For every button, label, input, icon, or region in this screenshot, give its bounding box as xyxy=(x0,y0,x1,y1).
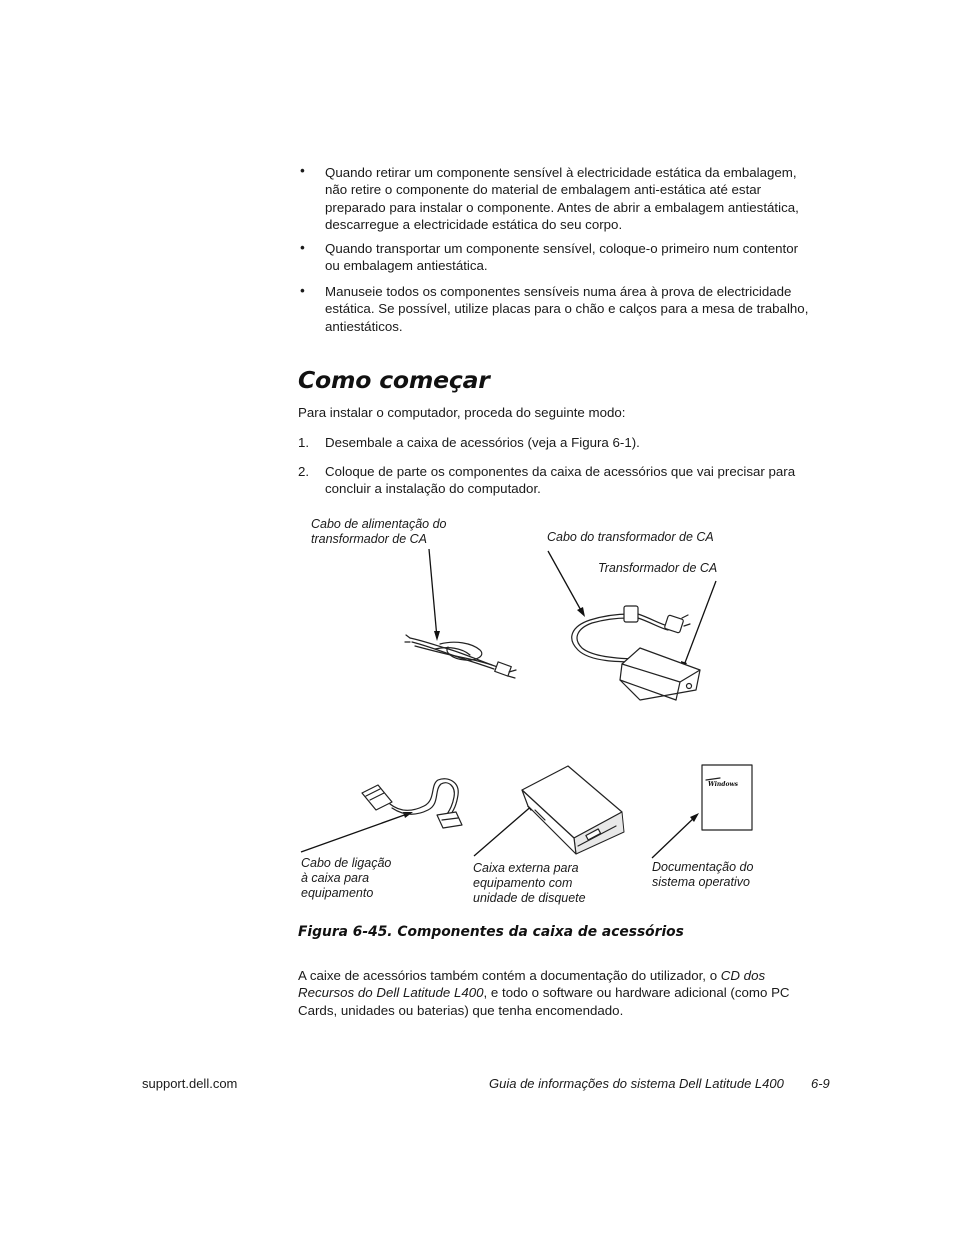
bullet-line: preparado para instalar o componente. Antes de abrir a embalagem antiestática, xyxy=(325,199,799,215)
closing-italic: CD dos xyxy=(720,968,766,983)
bullet-line: estática. Se possível, utilize placas para o chão e calços para a mesa de trabalho, xyxy=(325,301,809,317)
page-number: 6-9 xyxy=(811,1076,830,1091)
callout-line: Cabo de ligação xyxy=(301,856,392,870)
leader-line-bay-cable xyxy=(301,813,410,852)
leader-line-os-docs xyxy=(652,815,697,858)
bullet-mark: • xyxy=(300,163,305,178)
step-number: 2. xyxy=(298,464,310,479)
closing-text: , e todo o software ou hardware adicional (como PC xyxy=(483,985,790,1001)
power-cord-drawing xyxy=(405,635,516,678)
callout-line: sistema operativo xyxy=(652,875,750,889)
section-heading: Como começar xyxy=(298,366,490,394)
step-number: 1. xyxy=(298,435,310,450)
bullet-mark: • xyxy=(300,283,305,298)
figure-caption: Figura 6-45. Componentes da caixa de acessórios xyxy=(298,924,684,940)
footer-title: Guia de informações do sistema Dell Latitude L400 xyxy=(489,1076,784,1091)
bullet-line: Manuseie todos os componentes sensíveis numa área à prova de electricidade xyxy=(325,284,792,299)
closing-text: A caixe de acessórios também contém a documentação do utilizador, o xyxy=(298,968,721,983)
callout-line: unidade de disquete xyxy=(473,891,586,905)
closing-line xyxy=(298,967,790,984)
bay-cable-drawing xyxy=(362,779,462,828)
arrowhead xyxy=(434,631,440,641)
callout-adapter-cable: Cabo do transformador de CA xyxy=(547,530,714,544)
leader-line-adapter-cable xyxy=(548,551,583,614)
callout-adapter: Transformador de CA xyxy=(598,561,718,575)
step-line: Desembale a caixa de acessórios (veja a Figura 6-1). xyxy=(325,435,640,450)
step-line: Coloque de parte os componentes da caixa de acessórios que vai precisar para xyxy=(325,464,796,479)
os-manual-drawing xyxy=(702,765,752,830)
callout-line: equipamento com xyxy=(473,876,573,890)
callout-line: à caixa para xyxy=(301,871,370,885)
bullet-mark: • xyxy=(300,240,305,255)
intro-text: Para instalar o computador, proceda do seguinte modo: xyxy=(298,405,626,420)
footer-url: support.dell.com xyxy=(142,1076,238,1091)
bullet-line: Quando transportar um componente sensível, coloque-o primeiro num contentor xyxy=(325,241,799,256)
leader-line-external-bay xyxy=(474,804,534,856)
callout-line: Cabo de alimentação do xyxy=(311,517,447,531)
closing-italic: Recursos do Dell Latitude L400 xyxy=(298,985,484,1001)
leader-lines xyxy=(301,549,716,858)
closing-line: Cards, unidades ou baterias) que tenha encomendado. xyxy=(298,1002,624,1018)
callout-line: transformador de CA xyxy=(311,532,428,546)
callout-line: Documentação do xyxy=(652,860,754,874)
manual-cover-text: Windows xyxy=(708,781,739,788)
arrowhead xyxy=(577,607,585,617)
callout-line: equipamento xyxy=(301,886,374,900)
ac-adapter-drawing xyxy=(572,606,700,700)
external-bay-drawing xyxy=(522,766,624,854)
step-line: concluir a instalação do computador. xyxy=(325,481,541,497)
bullet-line: ou embalagem antiestática. xyxy=(325,258,488,274)
closing-paragraph xyxy=(298,967,790,1019)
bullet-line: não retire o componente do material de embalagem anti-estática até estar xyxy=(325,182,762,198)
bullet-line: Quando retirar um componente sensível à electricidade estática da embalagem, xyxy=(325,165,797,180)
closing-line xyxy=(298,984,790,1001)
leader-line-power-cable xyxy=(429,549,437,638)
callout-line: Caixa externa para xyxy=(473,861,579,875)
bullet-line: antiestáticos. xyxy=(325,318,403,334)
bullet-line: descarregue a electricidade estática do seu corpo. xyxy=(325,217,623,233)
